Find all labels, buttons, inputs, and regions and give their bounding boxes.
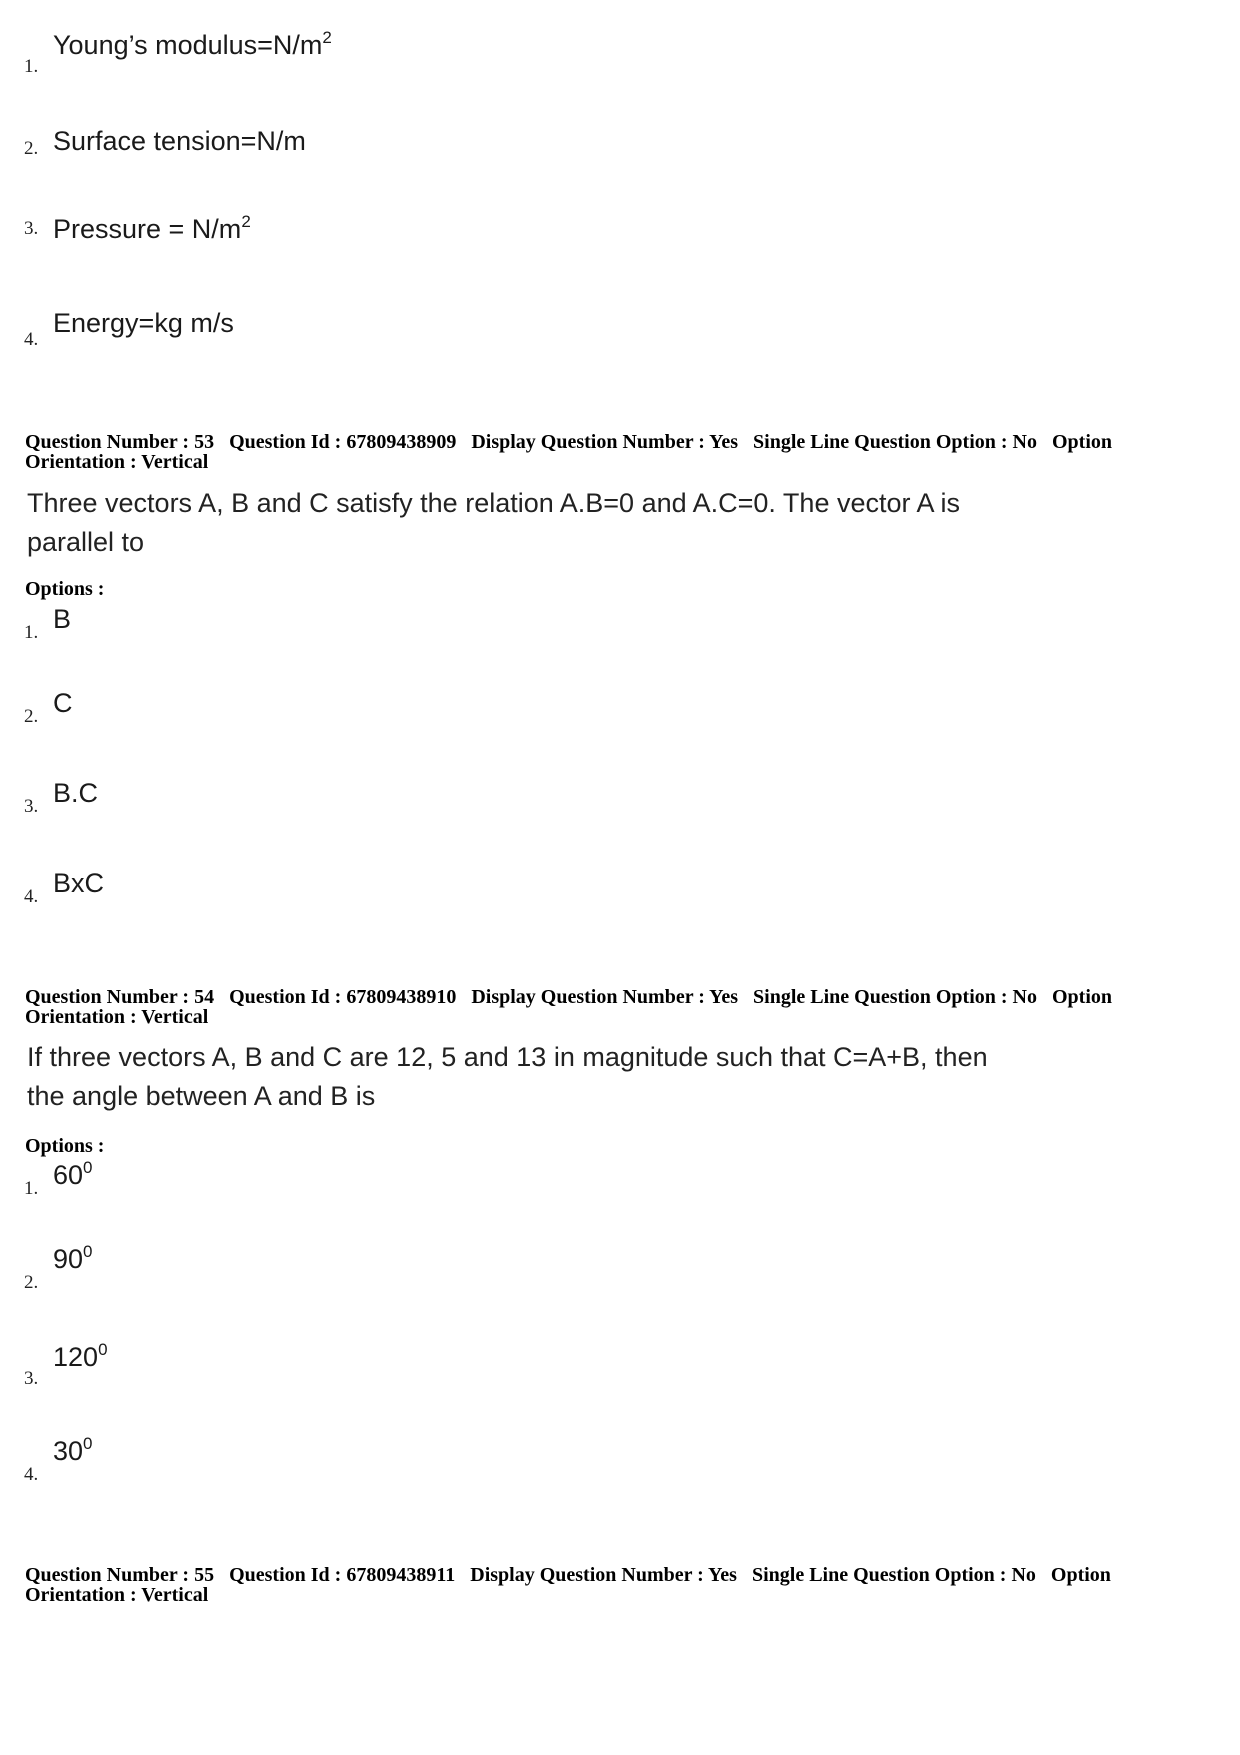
single-line-option: Single Line Question Option : No [753,431,1037,453]
option-number: 4. [24,1464,39,1485]
option-number: 1. [24,622,39,643]
option-number: 3. [24,1368,39,1389]
display-question-number: Display Question Number : Yes [471,431,739,453]
question-number: Question Number : 55 [25,1564,215,1586]
option-number: 4. [24,329,39,350]
option-number: 1. [24,1178,39,1199]
question-text-line: the angle between A and B is [27,1081,376,1111]
option-text: B [53,604,72,634]
question-text [27,484,1127,562]
question-meta [25,432,1175,472]
question-id: Question Id : 67809438911 [229,1564,456,1586]
option-text: $30^0$ [53,1434,93,1466]
option-text: B.C [53,778,99,808]
option-text: $60^0$ [53,1158,93,1190]
question-text-line: If three vectors A, B and C are 12, 5 and 13 in magnitude such that C=A+B, then [27,1042,988,1072]
question-text [27,1038,1127,1116]
question-meta [25,1565,1175,1605]
question-meta [25,987,1175,1027]
options-label: Options : [25,578,105,600]
question-id: Question Id : 67809438909 [229,431,457,453]
option-text: C [53,688,73,718]
option-text: Energy=kg m/s [53,308,234,338]
option-number: 2. [24,138,39,159]
option-text: $90^0$ [53,1242,93,1274]
option-orientation: Option Orientation : Vertical [25,1564,1111,1606]
question-number: Question Number : 54 [25,986,215,1008]
option-text: Surface tension=N/m [53,126,306,156]
option-text: Pressure = $N/m^2$ [53,212,251,244]
display-question-number: Display Question Number : Yes [470,1564,737,1586]
option-text: BxC [53,868,105,898]
single-line-option: Single Line Question Option : No [751,1564,1036,1586]
question-number: Question Number : 53 [25,431,215,453]
option-number: 4. [24,886,39,907]
option-number: 1. [24,56,39,77]
option-text: Young’s $modulus=N/m^2$ [53,28,332,60]
question-id: Question Id : 67809438910 [229,986,457,1008]
option-number: 2. [24,1272,39,1293]
question-text-line: parallel to [27,527,145,557]
question-text-line: Three vectors A, B and C satisfy the relation A.B=0 and A.C=0. The vector A is [27,488,961,518]
single-line-option: Single Line Question Option : No [753,986,1037,1008]
option-number: 3. [24,796,39,817]
option-orientation: Option Orientation : Vertical [25,431,1113,473]
option-number: 3. [24,218,39,239]
display-question-number: Display Question Number : Yes [471,986,739,1008]
option-number: 2. [24,706,39,727]
option-orientation: Option Orientation : Vertical [25,986,1113,1028]
options-label: Options : [25,1135,105,1157]
option-text: $120^0$ [53,1340,108,1372]
